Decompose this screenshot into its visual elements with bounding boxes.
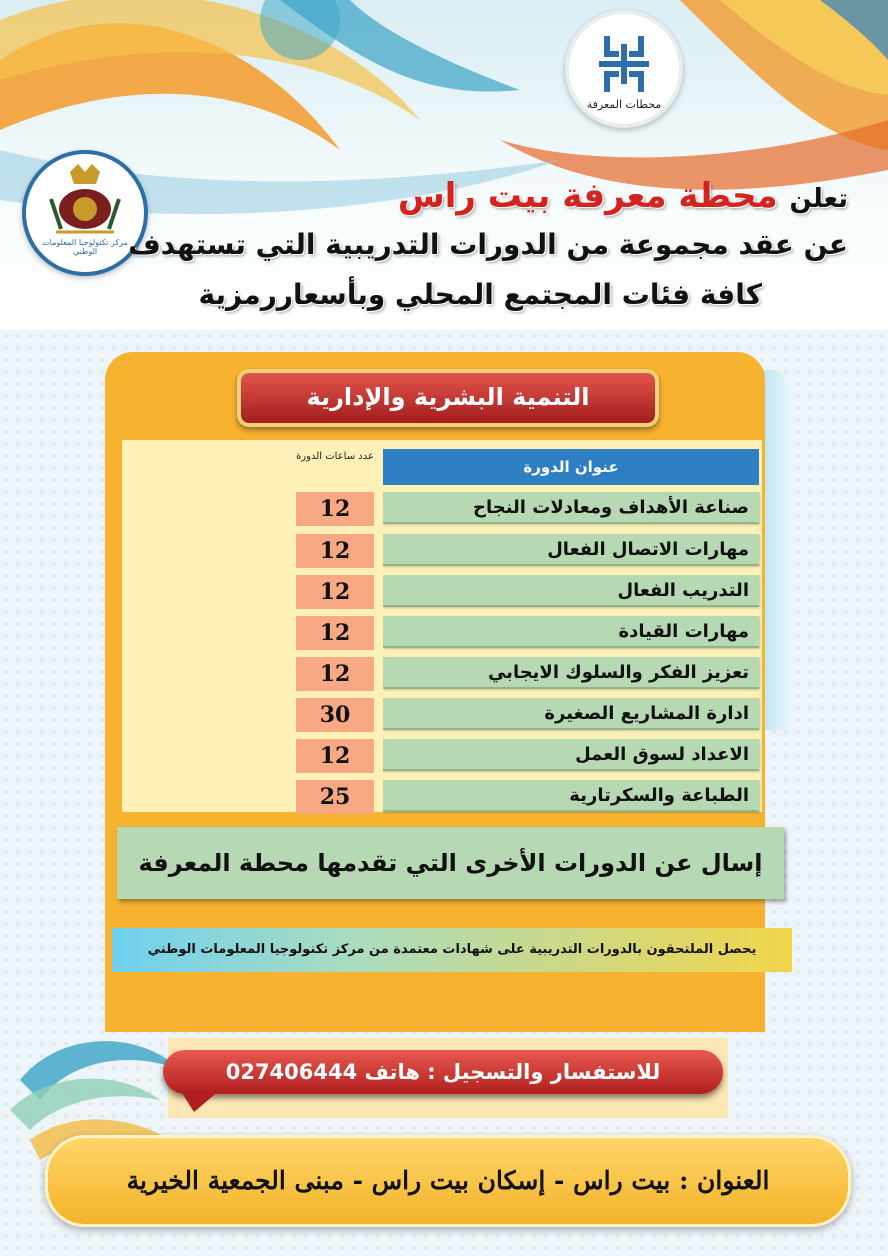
course-hours: 12 bbox=[296, 657, 374, 691]
course-hours: 12 bbox=[296, 739, 374, 773]
station-name: محطة معرفة بيت راس bbox=[397, 176, 778, 216]
course-title: التدريب الفعال bbox=[383, 575, 759, 607]
course-title: الاعداد لسوق العمل bbox=[383, 739, 759, 771]
announce-word: تعلن bbox=[789, 184, 848, 214]
emblem-caption: مركز تكنولوجيا المعلومات الوطني bbox=[42, 238, 128, 256]
heading-line-1 bbox=[398, 176, 848, 216]
course-title: صناعة الأهداف ومعادلات النجاح bbox=[383, 492, 759, 524]
course-hours: 12 bbox=[296, 492, 374, 526]
course-title: ادارة المشاريع الصغيرة bbox=[383, 698, 759, 730]
course-hours: 30 bbox=[296, 698, 374, 732]
course-title: مهارات القيادة bbox=[383, 616, 759, 648]
course-hours: 12 bbox=[296, 534, 374, 568]
course-title: الطباعة والسكرتارية bbox=[383, 780, 759, 812]
heading-line-2: عن عقد مجموعة من الدورات التدريبية التي تستهدف bbox=[128, 228, 848, 261]
inquiry-box: إسال عن الدورات الأخرى التي تقدمها محطة المعرفة bbox=[117, 827, 784, 899]
logo-caption: محطات المعرفة bbox=[586, 98, 662, 111]
hours-column-header: عدد ساعات الدورة bbox=[296, 451, 374, 462]
course-title: مهارات الاتصال الفعال bbox=[383, 534, 759, 566]
course-title: تعزيز الفكر والسلوك الايجابي bbox=[383, 657, 759, 689]
knowledge-stations-logo bbox=[565, 10, 683, 128]
speech-tail-icon bbox=[180, 1090, 220, 1112]
heading-line-3: كافة فئات المجتمع المحلي وبأسعاررمزية bbox=[198, 278, 762, 311]
contact-phone-banner: للاستفسار والتسجيل : هاتف 027406444 bbox=[163, 1050, 723, 1094]
course-hours: 25 bbox=[296, 780, 374, 814]
course-hours: 12 bbox=[296, 575, 374, 609]
certificate-note: يحصل الملتحقون بالدورات التدريبية على شهادات معتمدة من مركز تكنولوجيا المعلومات الوطني bbox=[112, 928, 792, 972]
address-banner: العنوان : بيت راس - إسكان بيت راس - مبنى الجمعية الخيرية bbox=[45, 1135, 851, 1227]
section-title: التنمية البشرية والإدارية bbox=[237, 369, 659, 427]
course-hours: 12 bbox=[296, 616, 374, 650]
title-column-header: عنوان الدورة bbox=[383, 449, 759, 485]
